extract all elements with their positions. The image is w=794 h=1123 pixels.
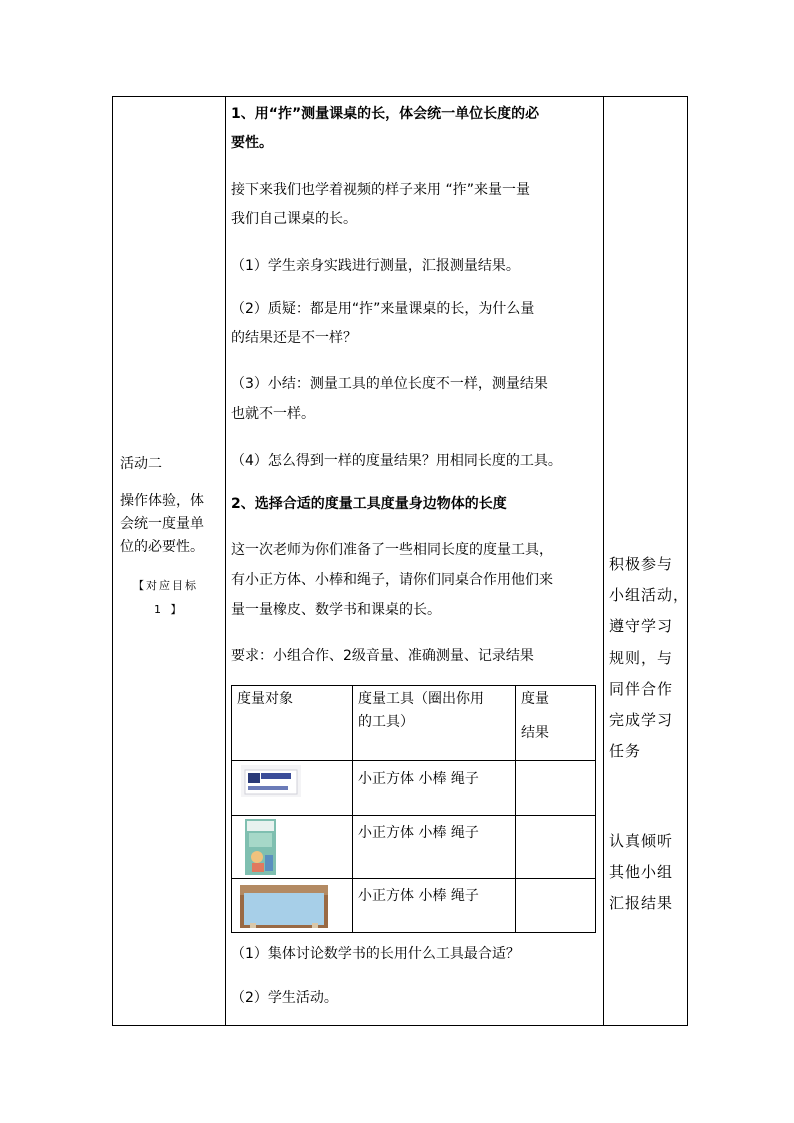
header-tool: 度量工具（圈出你用 的工具） [353, 686, 516, 761]
header-result: 度量 结果 [516, 686, 596, 761]
question-text: （1）集体讨论数学书的长用什么工具最合适？ [231, 946, 520, 962]
activity-desc: 会统一度量单 [120, 516, 204, 532]
step-text: （1）学生亲身实践进行测量，汇报测量结果。 [231, 258, 520, 274]
activity-title: 活动二 [120, 456, 162, 472]
evaluation-text: 汇报结果 [609, 894, 674, 912]
header-object: 度量对象 [232, 686, 353, 761]
desk-image [240, 885, 328, 928]
step-text: 的结果还是不一样？ [231, 330, 357, 346]
evaluation-text: 任务 [609, 742, 642, 760]
step-text: 也就不一样。 [231, 406, 315, 422]
paragraph: 量一量橡皮、数学书和课桌的长。 [231, 602, 441, 618]
evaluation-text: 规则，与 [609, 649, 674, 667]
eraser-image [241, 765, 301, 797]
evaluation-text: 其他小组 [609, 863, 674, 881]
question-text: （2）学生活动。 [231, 990, 338, 1006]
tool-cell[interactable]: 小正方体 小棒 绳子 [353, 879, 516, 933]
evaluation-text: 积极参与 [609, 555, 674, 573]
target-label: 1 】 [154, 603, 185, 616]
evaluation-text: 完成学习 [609, 711, 674, 729]
paragraph: 这一次老师为你们准备了一些相同长度的度量工具， [231, 542, 553, 558]
step-text: （3）小结：测量工具的单位长度不一样，测量结果 [231, 376, 548, 392]
activity-desc: 位的必要性。 [120, 539, 204, 555]
evaluation-text: 同伴合作 [609, 680, 674, 698]
target-label: 【对应目标 [133, 579, 198, 592]
step-text: （2）质疑：都是用“拃”来量课桌的长，为什么量 [231, 301, 535, 317]
evaluation-text: 小组活动， [609, 586, 690, 604]
section-heading: 2、选择合适的度量工具度量身边物体的长度 [231, 496, 507, 512]
step-text: （4）怎么得到一样的度量结果？用相同长度的工具。 [231, 453, 562, 469]
tool-cell[interactable]: 小正方体 小棒 绳子 [353, 816, 516, 879]
result-cell[interactable] [516, 879, 596, 933]
activity-desc: 操作体验，体 [120, 493, 204, 509]
evaluation-text: 遵守学习 [609, 617, 674, 635]
paragraph: 接下来我们也学着视频的样子来用 “拃”来量一量 [231, 182, 530, 198]
evaluation-text: 认真倾听 [609, 832, 674, 850]
paragraph: 有小正方体、小棒和绳子，请你们同桌合作用他们来 [231, 572, 553, 588]
result-cell[interactable] [516, 816, 596, 879]
tool-cell[interactable]: 小正方体 小棒 绳子 [353, 761, 516, 816]
math-book-image [245, 819, 276, 875]
section-heading: 要性。 [231, 135, 273, 151]
result-cell[interactable] [516, 761, 596, 816]
paragraph: 我们自己课桌的长。 [231, 211, 357, 227]
requirements: 要求：小组合作、2级音量、准确测量、记录结果 [231, 648, 534, 664]
column-divider [225, 96, 226, 1026]
column-divider [603, 96, 604, 1026]
section-heading: 1、用“拃”测量课桌的长，体会统一单位长度的必 [231, 106, 540, 122]
